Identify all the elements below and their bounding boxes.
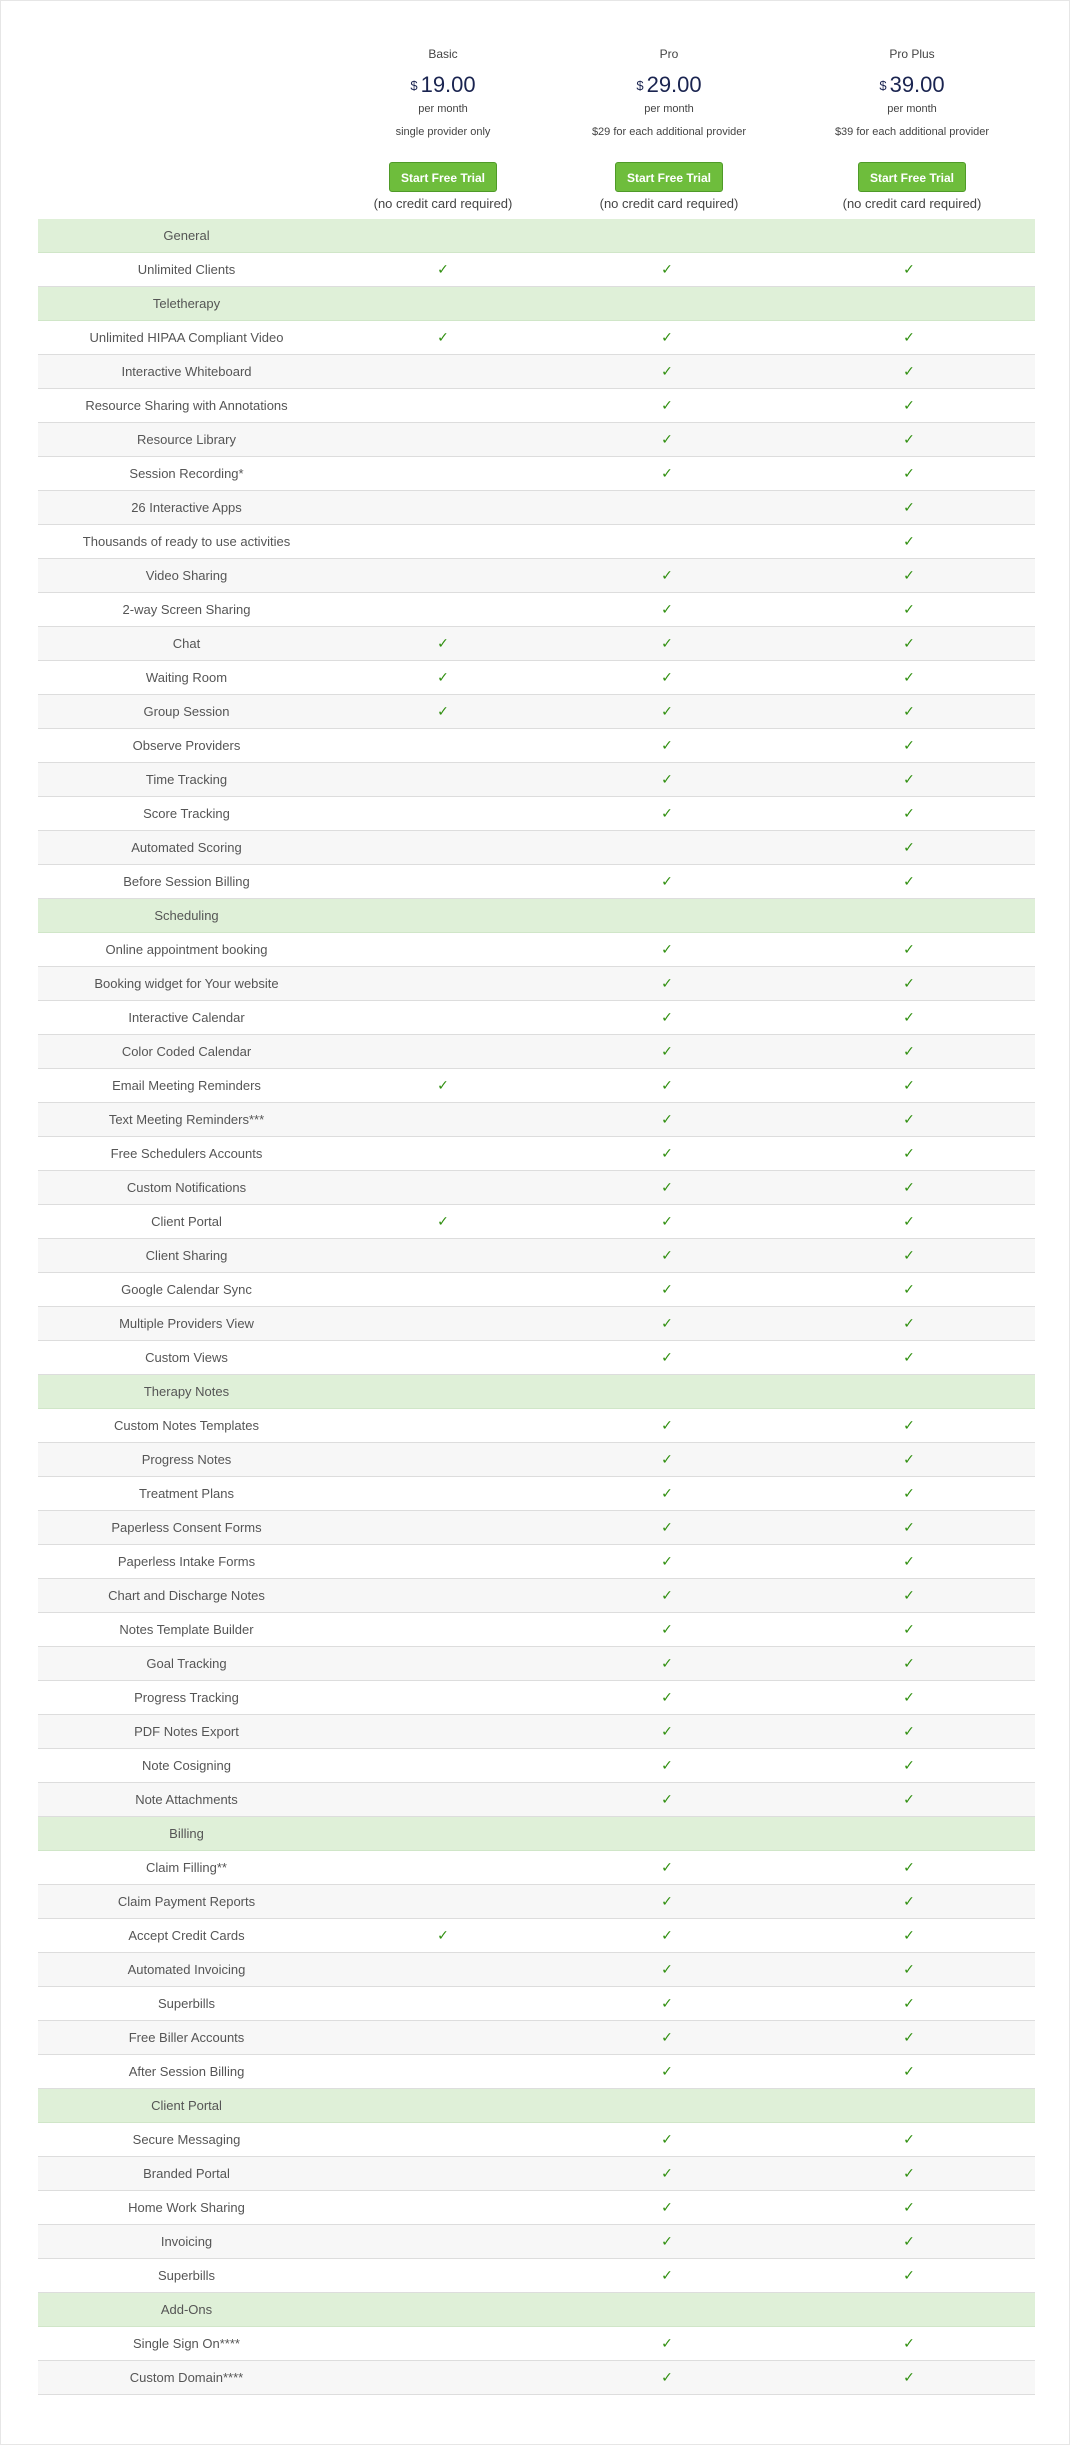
checkmark-icon: ✓ bbox=[661, 703, 673, 719]
feature-label: Custom Domain**** bbox=[129, 2370, 244, 2385]
feature-row bbox=[38, 1783, 1035, 1817]
checkmark-icon: ✓ bbox=[661, 1349, 673, 1365]
checkmark-icon: ✓ bbox=[903, 2233, 915, 2249]
feature-row bbox=[38, 1239, 1035, 1273]
checkmark-icon: ✓ bbox=[661, 2063, 673, 2079]
feature-label: Custom Notes Templates bbox=[114, 1418, 259, 1433]
feature-row bbox=[38, 1647, 1035, 1681]
feature-label: Secure Messaging bbox=[132, 2132, 241, 2147]
feature-label: Unlimited HIPAA Compliant Video bbox=[89, 330, 284, 345]
checkmark-icon: ✓ bbox=[661, 669, 673, 685]
feature-label: Client Sharing bbox=[145, 1248, 228, 1263]
plan-price bbox=[549, 71, 789, 100]
section-title: Scheduling bbox=[154, 908, 219, 923]
checkmark-icon: ✓ bbox=[661, 1995, 673, 2011]
checkmark-icon: ✓ bbox=[903, 329, 915, 345]
feature-row bbox=[38, 1987, 1035, 2021]
checkmark-icon: ✓ bbox=[661, 431, 673, 447]
no-credit-card-note: (no credit card required) bbox=[599, 196, 739, 211]
feature-row bbox=[38, 1307, 1035, 1341]
checkmark-icon: ✓ bbox=[661, 1043, 673, 1059]
feature-label: Goal Tracking bbox=[146, 1656, 227, 1671]
feature-row bbox=[38, 661, 1035, 695]
checkmark-icon: ✓ bbox=[437, 1077, 449, 1093]
feature-row bbox=[38, 933, 1035, 967]
feature-label: Paperless Consent Forms bbox=[111, 1520, 262, 1535]
feature-label: Automated Invoicing bbox=[127, 1962, 246, 1977]
feature-row bbox=[38, 2259, 1035, 2293]
section-title: Client Portal bbox=[151, 2098, 222, 2113]
feature-label: Online appointment booking bbox=[105, 942, 268, 957]
checkmark-icon: ✓ bbox=[903, 2131, 915, 2147]
feature-label: Chart and Discharge Notes bbox=[108, 1588, 265, 1603]
feature-row bbox=[38, 1681, 1035, 1715]
feature-label: 26 Interactive Apps bbox=[131, 500, 242, 515]
checkmark-icon: ✓ bbox=[661, 2131, 673, 2147]
checkmark-icon: ✓ bbox=[903, 1043, 915, 1059]
checkmark-icon: ✓ bbox=[661, 941, 673, 957]
section-title: Add-Ons bbox=[160, 2302, 213, 2317]
feature-label: Note Cosigning bbox=[142, 1758, 231, 1773]
checkmark-icon: ✓ bbox=[661, 1485, 673, 1501]
checkmark-icon: ✓ bbox=[903, 1893, 915, 1909]
feature-label: Custom Notifications bbox=[126, 1180, 247, 1195]
checkmark-icon: ✓ bbox=[661, 397, 673, 413]
feature-row bbox=[38, 2327, 1035, 2361]
feature-label: Text Meeting Reminders*** bbox=[108, 1112, 265, 1127]
checkmark-icon: ✓ bbox=[903, 1655, 915, 1671]
feature-row bbox=[38, 1443, 1035, 1477]
feature-label: Superbills bbox=[157, 2268, 216, 2283]
checkmark-icon: ✓ bbox=[661, 805, 673, 821]
section-header-row bbox=[38, 899, 1035, 933]
feature-label: Waiting Room bbox=[145, 670, 228, 685]
checkmark-icon: ✓ bbox=[661, 1145, 673, 1161]
section-title: Therapy Notes bbox=[143, 1384, 230, 1399]
checkmark-icon: ✓ bbox=[437, 635, 449, 651]
checkmark-icon: ✓ bbox=[661, 2267, 673, 2283]
feature-label: Thousands of ready to use activities bbox=[82, 534, 291, 549]
feature-label: Automated Scoring bbox=[131, 840, 242, 855]
checkmark-icon: ✓ bbox=[903, 2267, 915, 2283]
feature-row bbox=[38, 1001, 1035, 1035]
price-amount: 19.00 bbox=[420, 72, 476, 97]
checkmark-icon: ✓ bbox=[903, 1349, 915, 1365]
feature-row bbox=[38, 321, 1035, 355]
checkmark-icon: ✓ bbox=[661, 1655, 673, 1671]
feature-row bbox=[38, 1035, 1035, 1069]
checkmark-icon: ✓ bbox=[903, 1213, 915, 1229]
feature-row bbox=[38, 695, 1035, 729]
checkmark-icon: ✓ bbox=[903, 771, 915, 787]
checkmark-icon: ✓ bbox=[903, 363, 915, 379]
checkmark-icon: ✓ bbox=[903, 2063, 915, 2079]
feature-row bbox=[38, 1103, 1035, 1137]
feature-label: Notes Template Builder bbox=[119, 1622, 254, 1637]
section-title: Teletherapy bbox=[152, 296, 221, 311]
feature-row bbox=[38, 1341, 1035, 1375]
checkmark-icon: ✓ bbox=[903, 1315, 915, 1331]
checkmark-icon: ✓ bbox=[903, 533, 915, 549]
checkmark-icon: ✓ bbox=[661, 1791, 673, 1807]
plan-note: single provider only bbox=[395, 126, 491, 138]
feature-label: Session Recording* bbox=[129, 466, 244, 481]
feature-label: Client Portal bbox=[151, 1214, 222, 1229]
feature-label: Treatment Plans bbox=[139, 1486, 234, 1501]
currency-symbol: $ bbox=[879, 78, 887, 93]
checkmark-icon: ✓ bbox=[903, 1757, 915, 1773]
feature-row bbox=[38, 1579, 1035, 1613]
feature-comparison-table bbox=[38, 219, 1035, 2395]
feature-label: 2-way Screen Sharing bbox=[122, 602, 251, 617]
feature-row bbox=[38, 1205, 1035, 1239]
checkmark-icon: ✓ bbox=[903, 1553, 915, 1569]
feature-row bbox=[38, 2157, 1035, 2191]
checkmark-icon: ✓ bbox=[903, 1077, 915, 1093]
checkmark-icon: ✓ bbox=[903, 567, 915, 583]
feature-row bbox=[38, 1545, 1035, 1579]
feature-row bbox=[38, 253, 1035, 287]
checkmark-icon: ✓ bbox=[661, 601, 673, 617]
checkmark-icon: ✓ bbox=[661, 2335, 673, 2351]
feature-row bbox=[38, 457, 1035, 491]
feature-row bbox=[38, 1851, 1035, 1885]
feature-row bbox=[38, 627, 1035, 661]
checkmark-icon: ✓ bbox=[437, 703, 449, 719]
start-free-trial-button[interactable]: Start Free Trial bbox=[858, 162, 966, 192]
checkmark-icon: ✓ bbox=[903, 1927, 915, 1943]
checkmark-icon: ✓ bbox=[903, 1111, 915, 1127]
currency-symbol: $ bbox=[410, 78, 418, 93]
plan-name: Pro bbox=[659, 47, 679, 61]
checkmark-icon: ✓ bbox=[903, 261, 915, 277]
currency-symbol: $ bbox=[636, 78, 644, 93]
checkmark-icon: ✓ bbox=[661, 329, 673, 345]
feature-label: Resource Sharing with Annotations bbox=[85, 398, 288, 413]
checkmark-icon: ✓ bbox=[661, 1621, 673, 1637]
feature-label: After Session Billing bbox=[128, 2064, 245, 2079]
feature-row bbox=[38, 355, 1035, 389]
checkmark-icon: ✓ bbox=[661, 1893, 673, 1909]
feature-label: Group Session bbox=[143, 704, 230, 719]
checkmark-icon: ✓ bbox=[437, 669, 449, 685]
feature-label: Single Sign On**** bbox=[133, 2336, 240, 2351]
checkmark-icon: ✓ bbox=[903, 1723, 915, 1739]
checkmark-icon: ✓ bbox=[903, 2199, 915, 2215]
checkmark-icon: ✓ bbox=[661, 1009, 673, 1025]
feature-label: Progress Tracking bbox=[134, 1690, 239, 1705]
feature-row bbox=[38, 797, 1035, 831]
feature-row bbox=[38, 2055, 1035, 2089]
feature-label: Claim Payment Reports bbox=[117, 1894, 256, 1909]
checkmark-icon: ✓ bbox=[903, 465, 915, 481]
checkmark-icon: ✓ bbox=[661, 1519, 673, 1535]
plan-note: $39 for each additional provider bbox=[834, 126, 990, 138]
feature-label: Superbills bbox=[157, 1996, 216, 2011]
checkmark-icon: ✓ bbox=[661, 737, 673, 753]
feature-label: Branded Portal bbox=[143, 2166, 230, 2181]
feature-label: Resource Library bbox=[137, 432, 236, 447]
feature-label: Before Session Billing bbox=[123, 874, 250, 889]
feature-label: Unlimited Clients bbox=[137, 262, 236, 277]
plan-price bbox=[323, 71, 563, 100]
checkmark-icon: ✓ bbox=[903, 1145, 915, 1161]
feature-row bbox=[38, 559, 1035, 593]
checkmark-icon: ✓ bbox=[661, 2165, 673, 2181]
price-period: per month bbox=[418, 103, 468, 115]
feature-row bbox=[38, 2021, 1035, 2055]
feature-label: Time Tracking bbox=[145, 772, 228, 787]
checkmark-icon: ✓ bbox=[437, 261, 449, 277]
checkmark-icon: ✓ bbox=[661, 635, 673, 651]
checkmark-icon: ✓ bbox=[661, 2233, 673, 2249]
price-amount: 39.00 bbox=[889, 72, 945, 97]
price-period: per month bbox=[644, 103, 694, 115]
feature-label: Interactive Calendar bbox=[128, 1010, 245, 1025]
checkmark-icon: ✓ bbox=[661, 771, 673, 787]
feature-label: Booking widget for Your website bbox=[94, 976, 279, 991]
checkmark-icon: ✓ bbox=[903, 1417, 915, 1433]
feature-label: Chat bbox=[172, 636, 201, 651]
feature-row bbox=[38, 1137, 1035, 1171]
checkmark-icon: ✓ bbox=[903, 1689, 915, 1705]
checkmark-icon: ✓ bbox=[437, 1213, 449, 1229]
feature-label: Paperless Intake Forms bbox=[117, 1554, 256, 1569]
no-credit-card-note: (no credit card required) bbox=[842, 196, 982, 211]
feature-label: Custom Views bbox=[145, 1350, 228, 1365]
checkmark-icon: ✓ bbox=[661, 465, 673, 481]
checkmark-icon: ✓ bbox=[661, 2199, 673, 2215]
section-title: Billing bbox=[169, 1826, 204, 1841]
feature-label: Email Meeting Reminders bbox=[112, 1078, 261, 1093]
checkmark-icon: ✓ bbox=[903, 703, 915, 719]
feature-row bbox=[38, 1409, 1035, 1443]
feature-row bbox=[38, 1613, 1035, 1647]
start-free-trial-button[interactable]: Start Free Trial bbox=[615, 162, 723, 192]
checkmark-icon: ✓ bbox=[903, 1961, 915, 1977]
checkmark-icon: ✓ bbox=[437, 329, 449, 345]
checkmark-icon: ✓ bbox=[661, 2029, 673, 2045]
price-amount: 29.00 bbox=[646, 72, 702, 97]
checkmark-icon: ✓ bbox=[903, 1281, 915, 1297]
checkmark-icon: ✓ bbox=[661, 1247, 673, 1263]
checkmark-icon: ✓ bbox=[903, 1009, 915, 1025]
checkmark-icon: ✓ bbox=[661, 1315, 673, 1331]
section-header-row bbox=[38, 287, 1035, 321]
feature-label: PDF Notes Export bbox=[134, 1724, 239, 1739]
checkmark-icon: ✓ bbox=[903, 839, 915, 855]
feature-row bbox=[38, 1715, 1035, 1749]
checkmark-icon: ✓ bbox=[661, 1757, 673, 1773]
checkmark-icon: ✓ bbox=[661, 1553, 673, 1569]
checkmark-icon: ✓ bbox=[903, 669, 915, 685]
checkmark-icon: ✓ bbox=[661, 1689, 673, 1705]
checkmark-icon: ✓ bbox=[903, 1791, 915, 1807]
feature-row bbox=[38, 423, 1035, 457]
feature-row bbox=[38, 2361, 1035, 2395]
checkmark-icon: ✓ bbox=[661, 975, 673, 991]
feature-row bbox=[38, 763, 1035, 797]
feature-row bbox=[38, 1749, 1035, 1783]
feature-row bbox=[38, 1069, 1035, 1103]
checkmark-icon: ✓ bbox=[903, 635, 915, 651]
feature-label: Color Coded Calendar bbox=[121, 1044, 252, 1059]
checkmark-icon: ✓ bbox=[903, 941, 915, 957]
checkmark-icon: ✓ bbox=[903, 1451, 915, 1467]
plan-name: Basic bbox=[428, 47, 458, 61]
feature-label: Video Sharing bbox=[145, 568, 228, 583]
plan-name: Pro Plus bbox=[889, 47, 935, 61]
section-header-row bbox=[38, 2089, 1035, 2123]
checkmark-icon: ✓ bbox=[661, 567, 673, 583]
checkmark-icon: ✓ bbox=[661, 1417, 673, 1433]
feature-label: Free Biller Accounts bbox=[128, 2030, 245, 2045]
price-period: per month bbox=[887, 103, 937, 115]
feature-row bbox=[38, 2191, 1035, 2225]
no-credit-card-note: (no credit card required) bbox=[373, 196, 513, 211]
feature-label: Claim Filling** bbox=[146, 1860, 227, 1875]
feature-row bbox=[38, 1953, 1035, 1987]
feature-label: Free Schedulers Accounts bbox=[110, 1146, 263, 1161]
checkmark-icon: ✓ bbox=[903, 1587, 915, 1603]
checkmark-icon: ✓ bbox=[661, 1587, 673, 1603]
feature-label: Google Calendar Sync bbox=[121, 1282, 252, 1297]
checkmark-icon: ✓ bbox=[661, 1111, 673, 1127]
checkmark-icon: ✓ bbox=[903, 1519, 915, 1535]
checkmark-icon: ✓ bbox=[903, 1995, 915, 2011]
checkmark-icon: ✓ bbox=[903, 499, 915, 515]
checkmark-icon: ✓ bbox=[903, 2029, 915, 2045]
checkmark-icon: ✓ bbox=[903, 1859, 915, 1875]
feature-row bbox=[38, 2225, 1035, 2259]
checkmark-icon: ✓ bbox=[903, 2369, 915, 2385]
checkmark-icon: ✓ bbox=[903, 1247, 915, 1263]
feature-row bbox=[38, 2123, 1035, 2157]
feature-row bbox=[38, 1919, 1035, 1953]
feature-row bbox=[38, 967, 1035, 1001]
feature-label: Score Tracking bbox=[143, 806, 230, 821]
checkmark-icon: ✓ bbox=[903, 1179, 915, 1195]
feature-row bbox=[38, 1885, 1035, 1919]
checkmark-icon: ✓ bbox=[903, 1621, 915, 1637]
section-header-row bbox=[38, 1375, 1035, 1409]
section-header-row bbox=[38, 219, 1035, 253]
feature-row bbox=[38, 1477, 1035, 1511]
feature-row bbox=[38, 865, 1035, 899]
plan-price bbox=[792, 71, 1032, 100]
checkmark-icon: ✓ bbox=[661, 1961, 673, 1977]
checkmark-icon: ✓ bbox=[903, 805, 915, 821]
feature-label: Multiple Providers View bbox=[119, 1316, 254, 1331]
start-free-trial-button[interactable]: Start Free Trial bbox=[389, 162, 497, 192]
checkmark-icon: ✓ bbox=[903, 601, 915, 617]
checkmark-icon: ✓ bbox=[903, 1485, 915, 1501]
plan-note: $29 for each additional provider bbox=[591, 126, 747, 138]
feature-row bbox=[38, 525, 1035, 559]
checkmark-icon: ✓ bbox=[661, 1077, 673, 1093]
section-title: General bbox=[163, 228, 210, 243]
feature-row bbox=[38, 389, 1035, 423]
feature-row bbox=[38, 1171, 1035, 1205]
checkmark-icon: ✓ bbox=[661, 1927, 673, 1943]
feature-label: Invoicing bbox=[160, 2234, 213, 2249]
feature-row bbox=[38, 831, 1035, 865]
checkmark-icon: ✓ bbox=[661, 1179, 673, 1195]
checkmark-icon: ✓ bbox=[661, 1213, 673, 1229]
checkmark-icon: ✓ bbox=[661, 2369, 673, 2385]
checkmark-icon: ✓ bbox=[903, 431, 915, 447]
checkmark-icon: ✓ bbox=[903, 873, 915, 889]
checkmark-icon: ✓ bbox=[903, 737, 915, 753]
checkmark-icon: ✓ bbox=[661, 1723, 673, 1739]
feature-label: Observe Providers bbox=[132, 738, 241, 753]
feature-row bbox=[38, 593, 1035, 627]
feature-label: Interactive Whiteboard bbox=[121, 364, 252, 379]
checkmark-icon: ✓ bbox=[661, 1859, 673, 1875]
feature-label: Home Work Sharing bbox=[128, 2200, 245, 2215]
feature-row bbox=[38, 491, 1035, 525]
feature-row bbox=[38, 1511, 1035, 1545]
section-header-row bbox=[38, 2293, 1035, 2327]
checkmark-icon: ✓ bbox=[903, 975, 915, 991]
feature-row bbox=[38, 1273, 1035, 1307]
checkmark-icon: ✓ bbox=[903, 2335, 915, 2351]
feature-label: Accept Credit Cards bbox=[128, 1928, 245, 1943]
checkmark-icon: ✓ bbox=[903, 2165, 915, 2181]
checkmark-icon: ✓ bbox=[661, 261, 673, 277]
checkmark-icon: ✓ bbox=[437, 1927, 449, 1943]
checkmark-icon: ✓ bbox=[661, 363, 673, 379]
section-header-row bbox=[38, 1817, 1035, 1851]
feature-label: Progress Notes bbox=[141, 1452, 232, 1467]
checkmark-icon: ✓ bbox=[661, 1281, 673, 1297]
checkmark-icon: ✓ bbox=[661, 1451, 673, 1467]
checkmark-icon: ✓ bbox=[903, 397, 915, 413]
feature-label: Note Attachments bbox=[135, 1792, 238, 1807]
feature-row bbox=[38, 729, 1035, 763]
checkmark-icon: ✓ bbox=[661, 873, 673, 889]
